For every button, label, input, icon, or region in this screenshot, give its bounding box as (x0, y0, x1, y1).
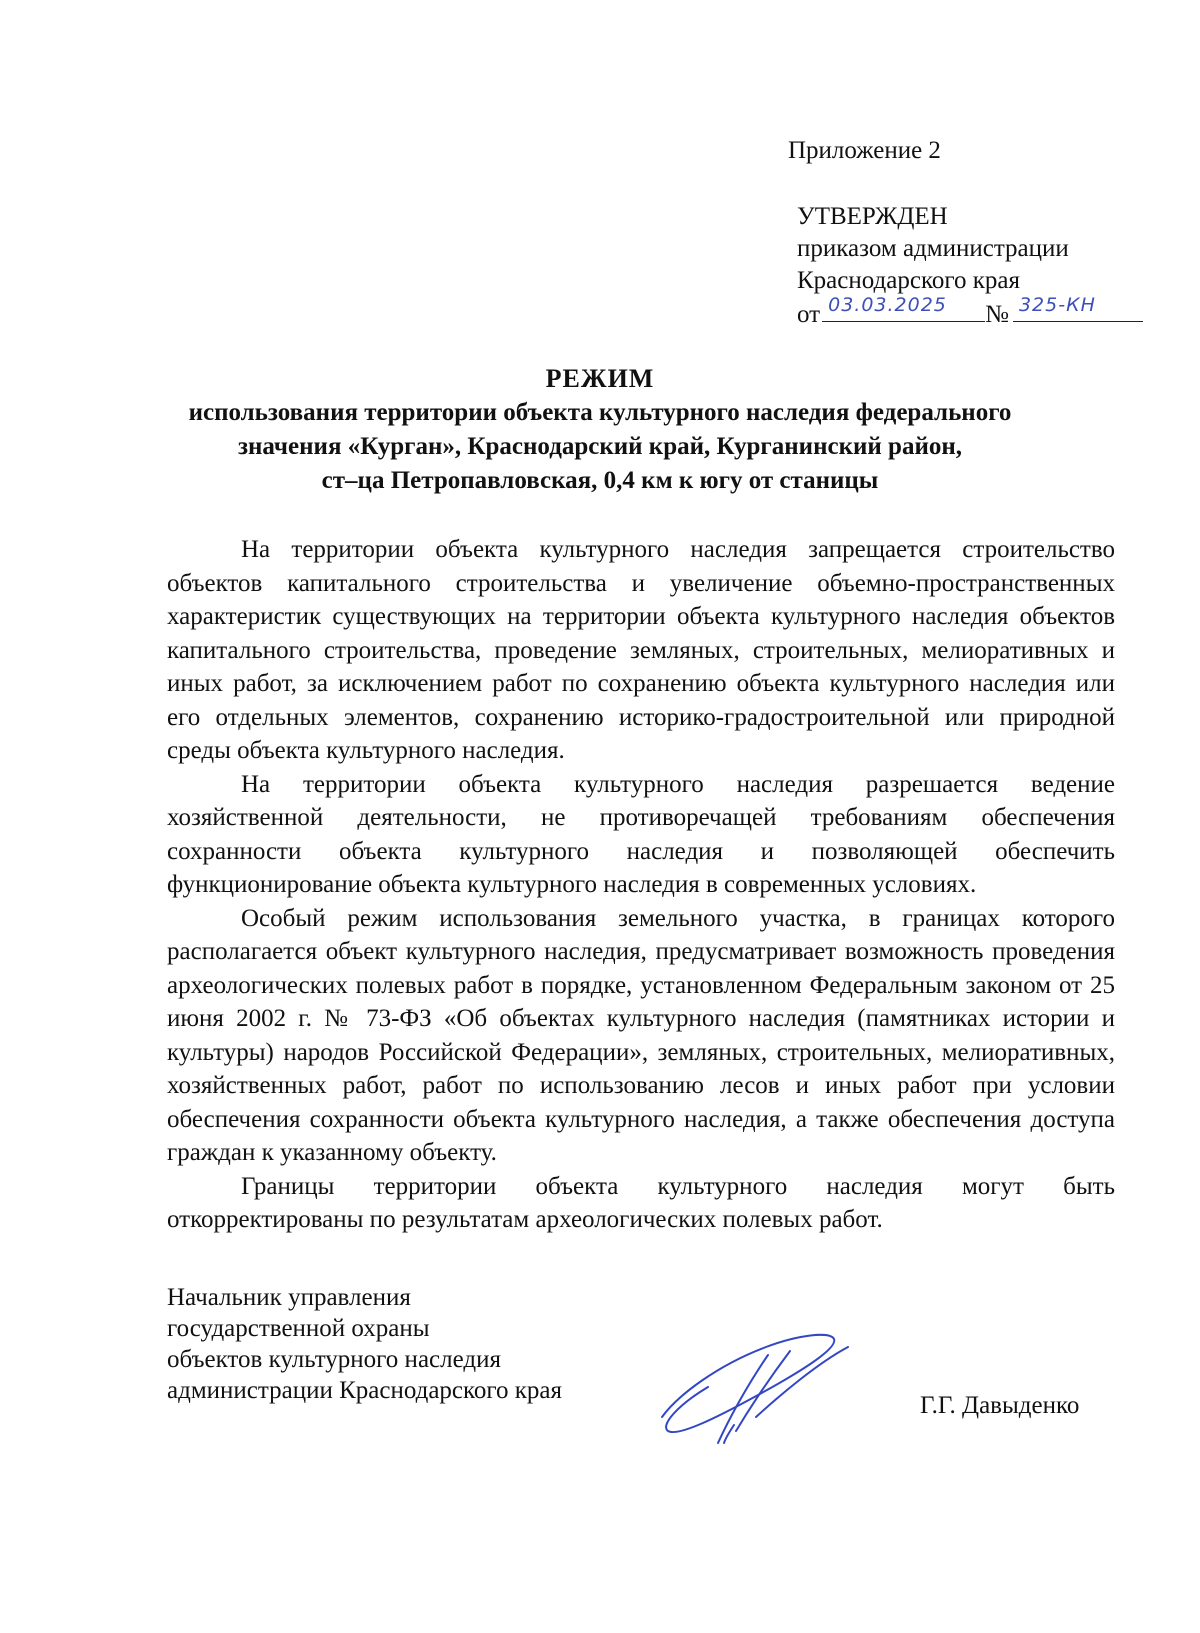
approval-stamp-block (797, 201, 1143, 331)
number-blank (1013, 294, 1143, 322)
document-title: РЕЖИМ (545, 364, 655, 393)
number-prefix: № (985, 301, 1009, 328)
handwritten-signature (648, 1325, 868, 1455)
body-paragraph: На территории объекта культурного наследия запрещается строительство объектов капитального строительства и увеличение объемно-пространственных характеристик существующих на территории объекта культурного наследия объектов капитального строительства, проведение земляных, строительных, мелиоративных и иных работ, за исключением работ по сохранению объекта культурного наследия или его отдельных элементов, сохранению историко-градостроительной или природной среды объекта культурного наследия. (167, 536, 1115, 764)
body-paragraph: Границы территории объекта культурного наследия могут быть откорректированы по результатам археологических полевых работ. (167, 1172, 1115, 1233)
position-line-3: объектов культурного наследия (167, 1346, 501, 1373)
document-body (167, 533, 1115, 1237)
date-blank (822, 294, 985, 322)
document-subtitle-line-1: использования территории объекта культурного наследия федерального (188, 399, 1012, 426)
date-prefix: от (797, 301, 821, 328)
document-subtitle-line-2: значения «Курган», Краснодарский край, Курганинский район, (237, 433, 963, 460)
handwritten-date: 03.03.2025 (828, 294, 947, 316)
handwritten-number: 325-КН (1018, 294, 1096, 316)
approved-label: УТВЕРЖДЕН (797, 203, 948, 230)
appendix-label: Приложение 2 (788, 137, 941, 164)
document-title-block (150, 362, 1050, 498)
approved-by-line-2: Краснодарского края (797, 267, 1020, 294)
position-line-1: Начальник управления (167, 1284, 411, 1311)
order-date-number-line (797, 294, 1143, 331)
approved-by-line-1: приказом администрации (797, 235, 1069, 262)
position-line-4: администрации Краснодарского края (167, 1377, 563, 1404)
document-subtitle-line-3: ст–ца Петропавловская, 0,4 км к югу от станицы (321, 467, 879, 494)
body-paragraph: Особый режим использования земельного участка, в границах которого располагается объект культурного наследия, предусматривает возможность проведения археологических полевых работ в порядке, установленном Федеральным законом от 25 июня 2002 г. № 73-ФЗ «Об объектах культурного наследия (памятниках истории и культуры) народов Российской Федерации», земляных, строительных, мелиоративных, хозяйственных работ, работ по использованию лесов и иных работ при условии обеспечения сохранности объекта культурного наследия, а также обеспечения доступа граждан к указанному объекту. (167, 904, 1115, 1166)
position-line-2: государственной охраны (167, 1315, 430, 1342)
signer-name: Г.Г. Давыденко (920, 1392, 1080, 1419)
body-paragraph: На территории объекта культурного наследия разрешается ведение хозяйственной деятельности, не противоречащей требованиям обеспечения сохранности объекта культурного наследия и позволяющей обеспечить функционирование объекта культурного наследия в современных условиях. (167, 770, 1115, 898)
signatory-position (167, 1282, 562, 1406)
